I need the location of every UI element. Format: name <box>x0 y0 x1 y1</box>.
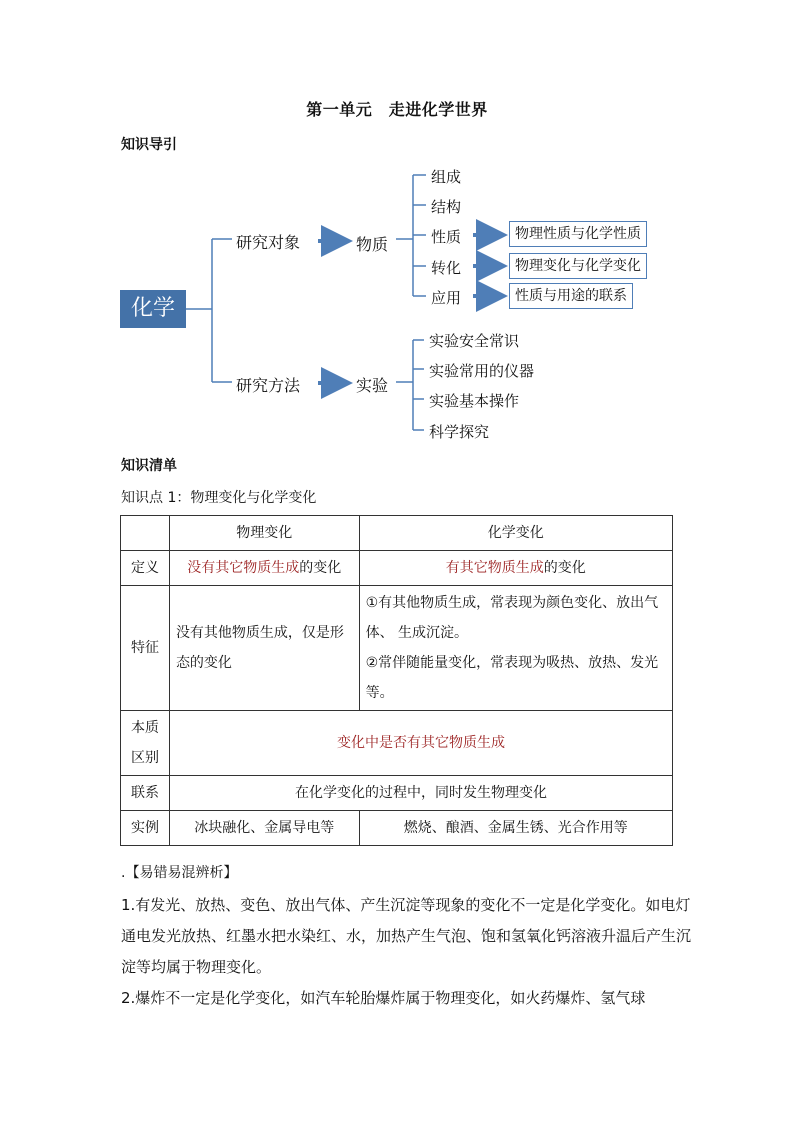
mindmap-prop-property: 性质 <box>431 228 462 246</box>
comparison-table <box>120 515 673 846</box>
row-label-feature: 特征 <box>121 586 170 711</box>
mindmap-prop-transformation: 转化 <box>431 259 462 277</box>
feature-chemical-line-2: ②常伴随能量变化，常表现为吸热、放热、发光等。 <box>365 655 659 701</box>
mindmap-branch-research-method: 研究方法 <box>236 376 301 395</box>
row-label-link: 联系 <box>121 776 170 811</box>
mindmap-box-properties: 物理性质与化学性质 <box>509 221 647 247</box>
table-corner <box>121 516 170 551</box>
definition-chemical-highlight: 有其它物质生成 <box>445 560 544 576</box>
definition-physical-rest: 的变化 <box>299 560 342 576</box>
mindmap-prop-structure: 结构 <box>431 198 462 216</box>
mindmap-node-experiment: 实验 <box>356 376 389 395</box>
mindmap-method-inquiry: 科学探究 <box>429 423 490 441</box>
table-row <box>121 551 673 586</box>
note-1: 1.有发光、放热、变色、放出气体、产生沉淀等现象的变化不一定是化学变化。如电灯通电发光放热、红墨水把水染红、水，加热产生气泡、饱和氢氧化钙溶液升温后产生沉淀等均属于物理变化。 <box>121 896 692 976</box>
cell-feature-chemical <box>359 586 672 711</box>
mindmap-node-substance: 物质 <box>356 235 389 254</box>
mindmap-root-chemistry: 化学 <box>120 290 186 328</box>
header-chemical: 化学变化 <box>359 516 672 551</box>
cell-link: 在化学变化的过程中，同时发生物理变化 <box>169 776 672 811</box>
table-row <box>121 811 673 846</box>
note-2: 2.爆炸不一定是化学变化，如汽车轮胎爆炸属于物理变化，如火药爆炸、氢气球 <box>121 989 646 1007</box>
mindmap-box-changes: 物理变化与化学变化 <box>509 253 647 279</box>
essence-label-line-1: 本质 <box>130 720 159 736</box>
cell-essence: 变化中是否有其它物质生成 <box>169 711 672 776</box>
table-row <box>121 516 673 551</box>
cell-definition-chemical <box>359 551 672 586</box>
mindmap-prop-composition: 组成 <box>431 168 462 186</box>
mindmap-connectors <box>0 0 794 470</box>
section-heading-guide: 知识导引 <box>121 137 177 153</box>
page-title: 第一单元 走进化学世界 <box>306 100 488 119</box>
mindmap-method-operations: 实验基本操作 <box>429 392 520 410</box>
essence-label-line-2: 区别 <box>130 750 159 766</box>
mindmap-method-instruments: 实验常用的仪器 <box>429 362 535 380</box>
definition-physical-highlight: 没有其它物质生成 <box>187 560 300 576</box>
table-row <box>121 776 673 811</box>
feature-chemical-line-1: ①有其他物质生成，常表现为颜色变化、放出气体、 生成沉淀。 <box>365 595 659 641</box>
mindmap-branch-research-object: 研究对象 <box>236 233 301 252</box>
row-label-essence <box>121 711 170 776</box>
section-heading-list: 知识清单 <box>121 458 177 474</box>
cell-example-chemical: 燃烧、酿酒、金属生锈、光合作用等 <box>359 811 672 846</box>
table-row <box>121 586 673 711</box>
knowledge-point-title: 知识点 1：物理变化与化学变化 <box>121 490 317 506</box>
mindmap-box-uses: 性质与用途的联系 <box>509 283 633 309</box>
table-row <box>121 711 673 776</box>
header-physical: 物理变化 <box>169 516 359 551</box>
cell-feature-physical: 没有其他物质生成，仅是形态的变化 <box>169 586 359 711</box>
cell-definition-physical <box>169 551 359 586</box>
mindmap-prop-application: 应用 <box>431 289 462 307</box>
row-label-definition: 定义 <box>121 551 170 586</box>
mindmap-method-safety: 实验安全常识 <box>429 332 520 350</box>
row-label-example: 实例 <box>121 811 170 846</box>
definition-chemical-rest: 的变化 <box>543 560 586 576</box>
cell-example-physical: 冰块融化、金属导电等 <box>169 811 359 846</box>
confusion-heading: .【易错易混辨析】 <box>121 865 238 881</box>
